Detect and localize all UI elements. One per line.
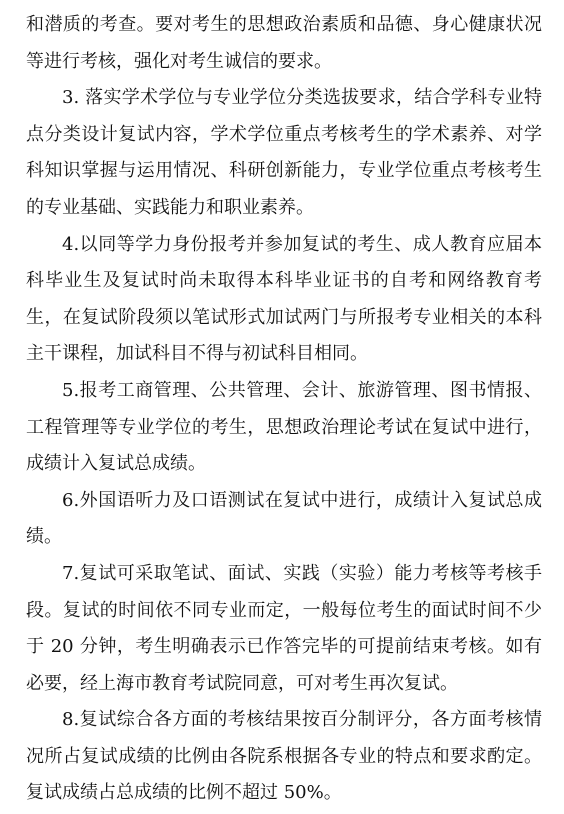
document-page <box>26 7 542 812</box>
paragraph-6: 7.复试可采取笔试、面试、实践（实验）能力考核等考核手段。复试的时间依不同专业而定，一般每位考生的面试时间不少于 20 分钟，考生明确表示已作答完毕的可提前结束考核。如有必要，经上海市教育考试院同意，可对考生再次复试。 <box>26 562 542 694</box>
paragraph-7: 8.复试综合各方面的考核结果按百分制评分，各方面考核情况所占复试成绩的比例由各院系根据各专业的特点和要求酌定。复试成绩占总成绩的比例不超过 50%。 <box>26 709 542 804</box>
paragraph-3: 4.以同等学力身份报考并参加复试的考生、成人教育应届本科毕业生及复试时尚未取得本科毕业证书的自考和网络教育考生，在复试阶段须以笔试形式加试两门与所报考专业相关的本科主干课程，加试科目不得与初试科目相同。 <box>26 233 542 365</box>
paragraph-2: 3. 落实学术学位与专业学位分类选拔要求，结合学科专业特点分类设计复试内容，学术学位重点考核考生的学术素养、对学科知识掌握与运用情况、科研创新能力，专业学位重点考核考生的专业基础、实践能力和职业素养。 <box>26 87 542 218</box>
paragraph-1: 和潜质的考查。要对考生的思想政治素质和品德、身心健康状况等进行考核，强化对考生诚信的要求。 <box>26 14 542 72</box>
paragraph-4: 5.报考工商管理、公共管理、会计、旅游管理、图书情报、工程管理等专业学位的考生，思想政治理论考试在复试中进行，成绩计入复试总成绩。 <box>26 379 542 475</box>
paragraph-5: 6.外国语听力及口语测试在复试中进行，成绩计入复试总成绩。 <box>26 489 542 548</box>
